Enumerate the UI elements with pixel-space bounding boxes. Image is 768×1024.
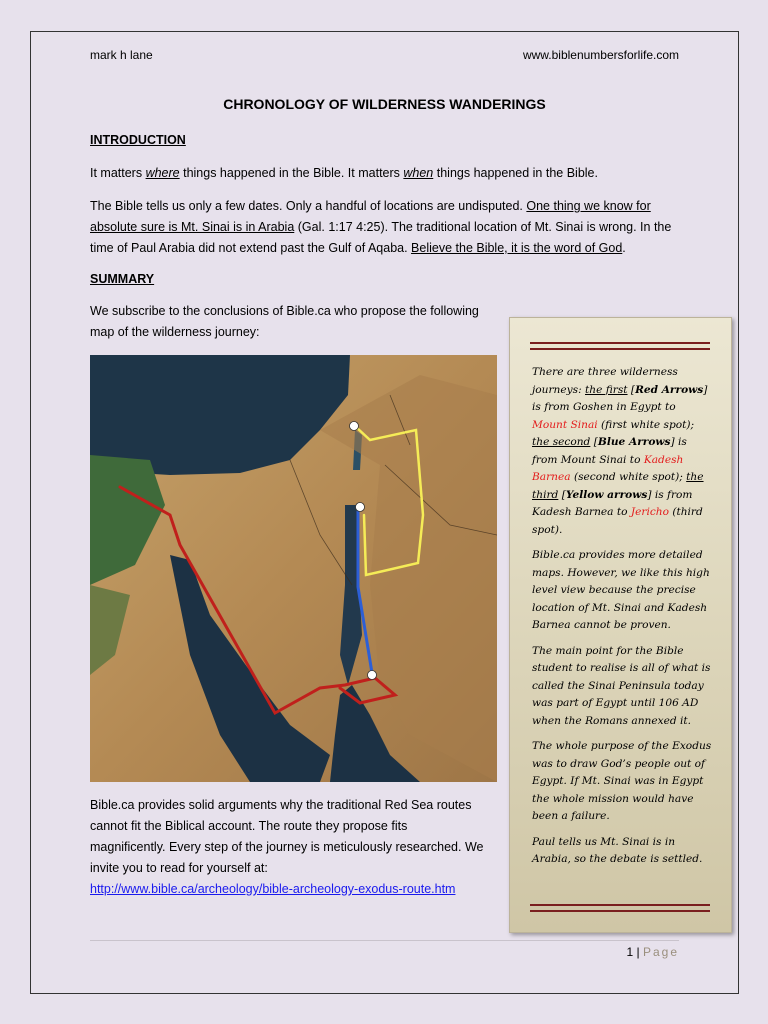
page-label: Page (642, 945, 679, 959)
summary-paragraph-2: Bible.ca provides solid arguments why the traditional Red Sea routes cannot fit the Biblical account. The route they propose fits magnificently. Every step of the journey is meticulously researched. We invite you to read for yourself at: (90, 798, 484, 875)
intro-paragraph-1: It matters where things happened in the Bible. It matters when things happened in the Bible. (90, 166, 598, 180)
mount-sinai-spot (368, 671, 377, 680)
intro-paragraph-2: The Bible tells us only a few dates. Only a handful of locations are undisputed. One thing we know for absolute sure is Mt. Sinai is in Arabia (Gal. 1:17 4:25). The traditional location of Mt. Sinai is wrong. In the time of Paul Arabia did not extend past the Gulf of Aqaba. Believe the Bible, it is the word of God. (90, 199, 672, 255)
sidebar-paragraph-4: The whole purpose of the Exodus was to draw God’s people out of Egypt. If Mt. Sinai was in Egypt the whole mission would have been a failure. (532, 740, 712, 822)
wilderness-journey-map (90, 355, 497, 782)
sidebar-paragraph-2: Bible.ca provides more detailed maps. However, we like this high level view because the precise location of Mt. Sinai and Kadesh Barnea cannot be proven. (532, 549, 710, 631)
summary-heading: SUMMARY (90, 272, 155, 286)
document-page (30, 31, 739, 994)
sidebar-text (532, 364, 712, 877)
header-author: mark h lane (90, 48, 153, 62)
sidebar-paragraph-1: There are three wilderness journeys: the first [Red Arrows] is from Goshen in Egypt to Mount Sinai (first white spot); the second [Blue Arrows] is from Mount Sinai to Kadesh Barnea (second white spot); the third [Yellow arrows] is from Kadesh Barnea to Jericho (third spot). (532, 366, 708, 536)
page-separator: | (633, 945, 643, 959)
sidebar-callout (509, 317, 732, 933)
link-text[interactable]: http://www.bible.ca/archeology/bible-archeology-exodus-route.htm (90, 882, 456, 896)
sidebar-paragraph-5: Paul tells us Mt. Sinai is in Arabia, so the debate is settled. (532, 835, 703, 865)
jericho-spot (350, 422, 359, 431)
page-title: CHRONOLOGY OF WILDERNESS WANDERINGS (223, 96, 546, 112)
sidebar-bottom-bar (530, 904, 710, 912)
sidebar-top-bar (530, 342, 710, 350)
page-number: 1 (626, 945, 634, 959)
introduction-heading: INTRODUCTION (90, 133, 186, 147)
kadesh-barnea-spot (356, 503, 365, 512)
summary-paragraph-1: We subscribe to the conclusions of Bible.ca who propose the following map of the wilderness journey: (90, 304, 479, 339)
header-site: www.biblenumbersforlife.com (522, 48, 679, 62)
exodus-route-link[interactable] (90, 879, 455, 900)
page-footer (626, 945, 679, 959)
footer-divider (90, 940, 679, 941)
sidebar-paragraph-3: The main point for the Bible student to realise is all of what is called the Sinai Peninsula today was part of Egypt until 106 AD when the Romans annexed it. (532, 644, 711, 727)
